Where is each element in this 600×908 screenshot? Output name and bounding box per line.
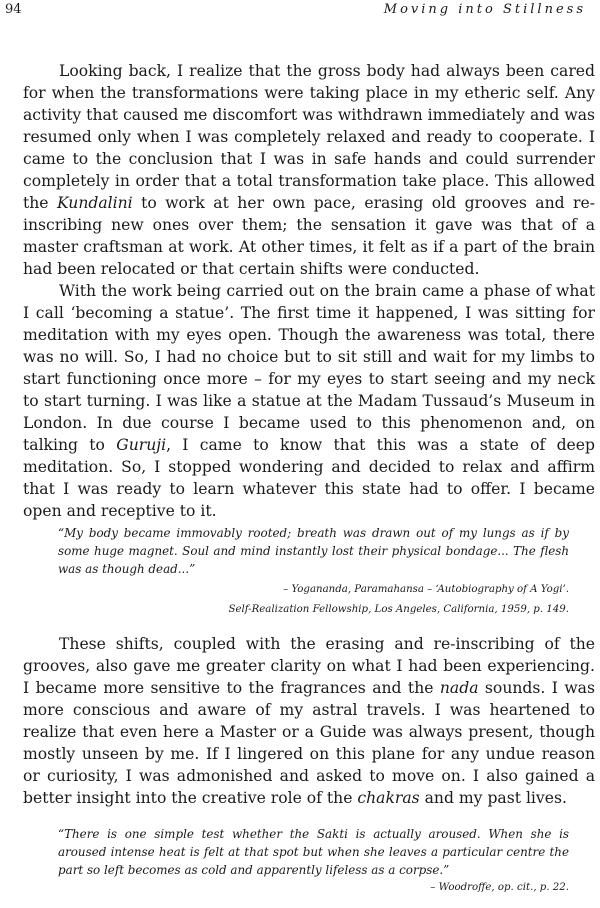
text-run: Looking back, I realize that the gross body had always been cared for when the transformations were taking place in my etheric self. Any activity that caused me discomfort was withdrawn immediately and was resumed only when I was completely relaxed and ready to cooperate. I came to the conclusion that I was in safe hands and could surrender completely in order that a total transformation take place. This allowed the — [23, 62, 595, 212]
page-number: 94 — [5, 2, 22, 17]
quote-text: “There is one simple test whether the Sakti is actually aroused. When she is aroused intense heat is felt at that spot but when she leaves a particular centre the part so left becomes as cold and apparently lifeless as a corpse.” — [58, 827, 569, 877]
page-header — [0, 0, 600, 26]
italic-term: chakras — [357, 789, 420, 807]
text-run: to work at her own pace, erasing old grooves and re-inscribing new ones over them; the sensation it gave was that of a master craftsman at work. At other times, it felt as if a part of the brain had been relocated or that certain shifts were conducted. — [23, 194, 595, 278]
block-quote-yogananda — [58, 524, 569, 618]
body-text-section-2 — [23, 633, 595, 809]
italic-term: Kundalini — [56, 194, 133, 212]
paragraph — [23, 280, 595, 522]
body-text-section-1 — [23, 60, 595, 522]
text-run: These shifts, coupled with the erasing and re-inscribing of the grooves, also gave me greater clarity on what I had been experiencing. I became more sensitive to the fragrances and the — [23, 635, 595, 697]
quote-text: “My body became immovably rooted; breath was drawn out of my lungs as if by some huge magnet. Soul and mind instantly lost their physical bondage... The flesh was as though dead...” — [58, 526, 569, 576]
paragraph — [23, 633, 595, 809]
text-run: , I came to know that this was a state of deep meditation. So, I stopped wondering and decided to relax and affirm that I was ready to learn whatever this state had to offer. I became open and receptive to it. — [23, 436, 595, 520]
italic-term: nada — [439, 679, 479, 697]
text-run: With the work being carried out on the brain came a phase of what I call ‘becoming a statue’. The first time it happened, I was sitting for meditation with my eyes open. Though the awareness was total, there was no will. So, I had no choice but to sit still and wait for my limbs to start functioning once more – for my eyes to start seeing and my neck to start turning. I was like a statue at the Madam Tussaud’s Museum in London. In due course I became used to this phenomenon and, on talking to — [23, 282, 595, 454]
paragraph — [23, 60, 595, 280]
text-run: and my past lives. — [419, 789, 567, 807]
italic-term: Guruji — [116, 436, 167, 454]
quote-attribution: – Yogananda, Paramahansa – ‘Autobiography of A Yogi’. — [283, 584, 569, 595]
quote-attribution: – Woodroffe, op. cit., p. 22. — [430, 882, 569, 893]
running-title: Moving into Stillness — [383, 2, 586, 17]
text-run: sounds. I was more conscious and aware of my astral travels. I was heartened to realize that even here a Master or a Guide was always present, though mostly unseen by me. If I lingered on this plane for any undue reason or curiosity, I was admonished and asked to move on. I also gained a better insight into the creative role of the — [23, 679, 595, 807]
block-quote-woodroffe — [58, 825, 569, 896]
quote-source: Self-Realization Fellowship, Los Angeles, California, 1959, p. 149. — [228, 604, 569, 615]
